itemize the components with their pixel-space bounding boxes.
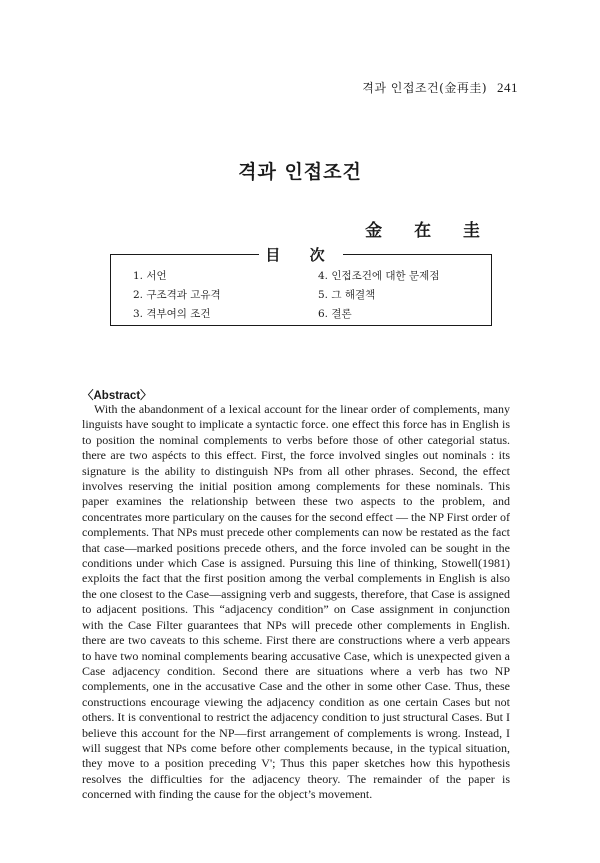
- paper-title: 격과 인접조건: [238, 161, 362, 183]
- toc-item: 2. 구조격과 고유격: [133, 289, 221, 301]
- running-title: 격과 인접조건(金再圭): [362, 81, 487, 95]
- toc-item: 1. 서언: [133, 270, 167, 282]
- toc-item: 4. 인접조건에 대한 문제점: [318, 270, 440, 282]
- author-name: 金 在 圭: [365, 221, 493, 241]
- toc-heading-wrap: [111, 244, 491, 265]
- toc-item: 3. 격부여의 조건: [133, 308, 211, 320]
- toc-item: 5. 그 해결책: [318, 289, 376, 301]
- abstract-heading: 〈Abstract〉: [82, 390, 152, 402]
- running-header: [362, 79, 518, 96]
- page-number: 241: [497, 80, 518, 95]
- abstract-body: With the abandonment of a lexical account for the linear order of complements, many linguists have sought to implicate a syntactic force. one effect this force has in English is to position the nominal complements to verbs before those of other categorial status. there are two aspécts to this effect. First, the force involved singles out nominals : its signature is the ability to distinguish NPs from all other phrases. Second, the effect involves reserving the initial position among complements for these nominals. This paper examines the relationship between these two aspects to the problem, and concentrates more particulary on the causes for the second effect — the NP First order of complements. That NPs must precede other complements can now be restated as the fact that case—marked positions precede others, and the force involed can be sought in the conditions under which Case is assigned. Pursuing this line of thinking, Stowell(1981) exploits the fact that the first position among the verbal complements in English is also the one closest to the Case—assigning verb and suggests, therefore, that Case is assigned to adjacent positions. This “adjacency condition” on Case assignment in conjunction with the Case Filter guarantees that NPs will precede other complements in English. there are two caveats to this scheme. First there are constructions where a verb appears to have two nominal complements bearing accusative Case, which is unexpected given a Case adjacency condition. Second there are situations where a verb has two NP complements, one in the accusative Case and the other in some other Case. Thus, these constructions encourage viewing the adjacency condition as one certain Cases but not others. It is conventional to restrict the adjacency condition to just structural Cases. But I believe this account for the NP—first arrangement of complements is wrong. Instead, I will suggest that NPs come before other complements because, in the typical situation, they move to a position preceding V'; Thus this paper sketches how this hypothesis resolves the difficulties for the adjacency theory. The remainder of the paper is concerned with finding the cause for the object’s movement.: [82, 402, 510, 802]
- table-of-contents: [110, 246, 492, 326]
- toc-right-column: [318, 267, 439, 324]
- toc-heading: 目 次: [259, 246, 342, 264]
- toc-left-column: [133, 267, 221, 324]
- toc-item: 6. 결론: [318, 308, 352, 320]
